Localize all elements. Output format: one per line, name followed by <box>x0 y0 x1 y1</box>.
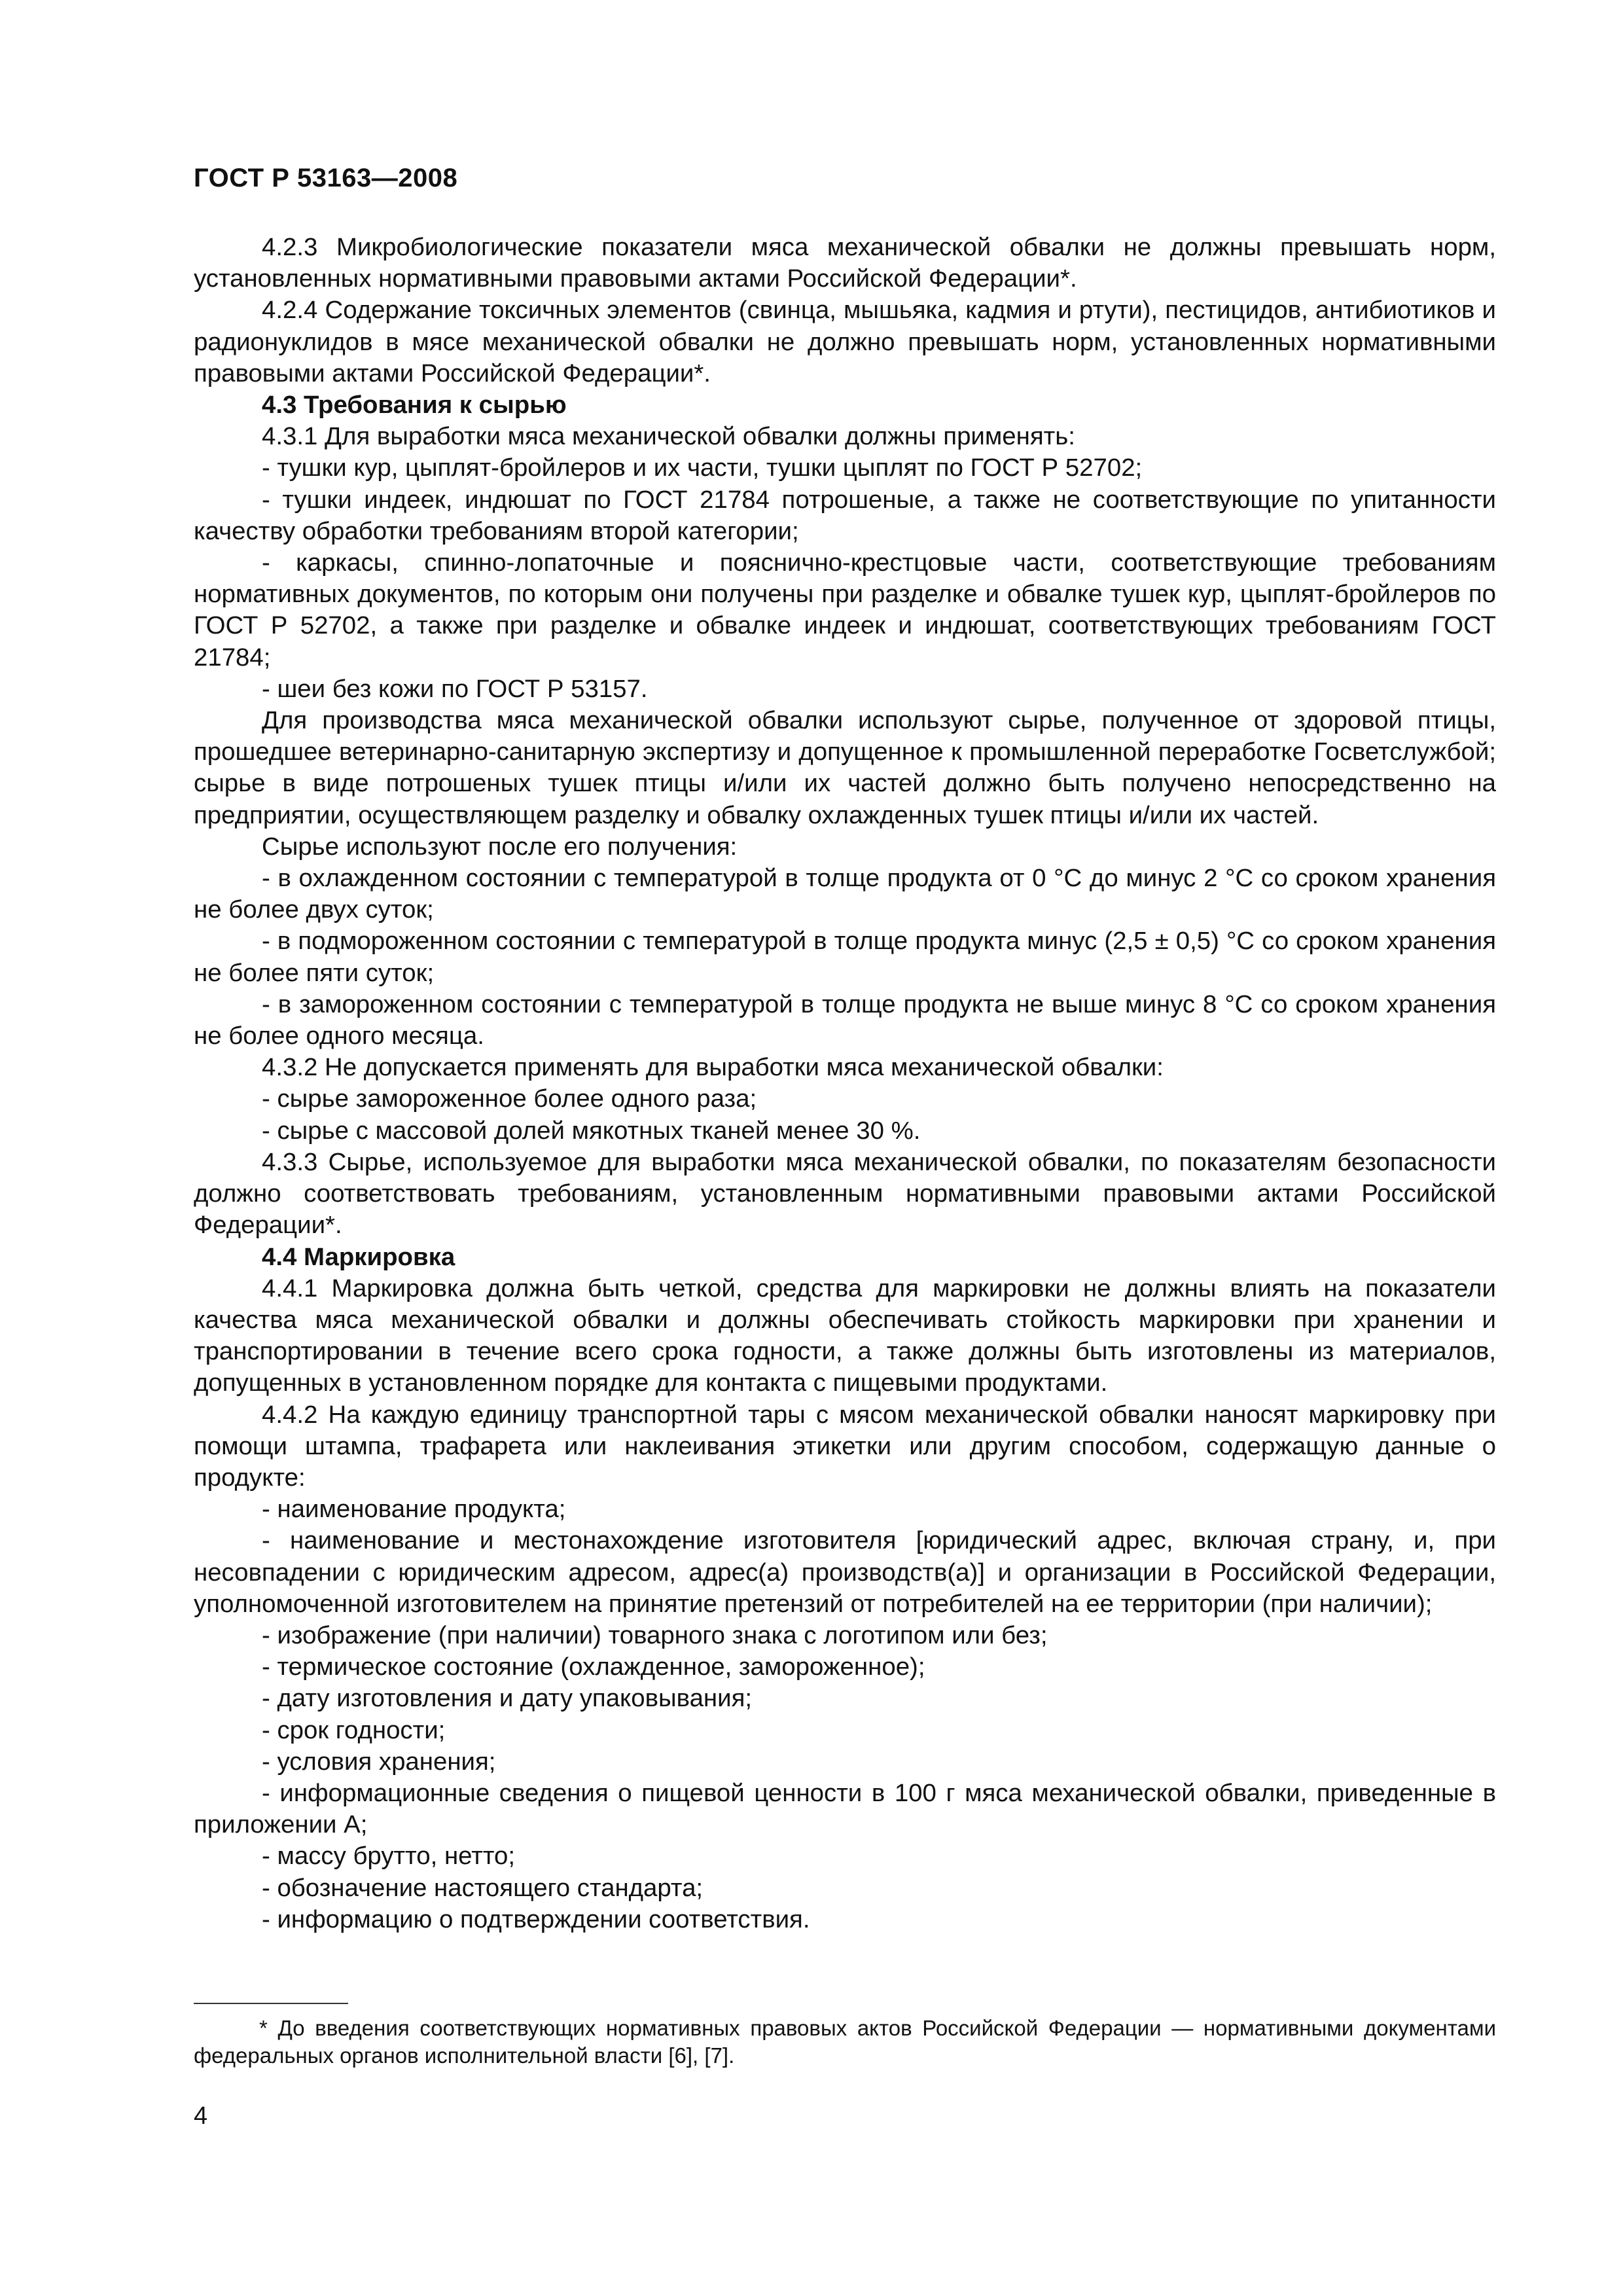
list-item: - сырье с массовой долей мякотных тканей менее 30 %. <box>262 1116 921 1145</box>
paragraph-raw-material: Для производства мяса механической обвалки используют сырье, полученное от здоровой птицы, прошедшее ветеринарно-санитарную экспертизу и допущенное к промышленной переработке Госветслужбой; сырье в виде потрошеных тушек птицы и/или их частей должно быть получено непосредственно на предприятии, осуществляющем разделку и обвалку охлажденных тушек птицы и/или их частей. <box>194 706 1496 829</box>
list-item: - термическое состояние (охлажденное, замороженное); <box>262 1653 925 1681</box>
footnote-text: * До введения соответствующих нормативных правовых актов Российской Федерации — нормативными документами федеральных органов исполнительной власти [6], [7]. <box>194 2016 1496 2068</box>
standard-designation: ГОСТ Р 53163—2008 <box>194 164 458 192</box>
document-body <box>194 232 1496 1935</box>
list-item: - срок годности; <box>262 1715 446 1744</box>
list-item: - информацию о подтверждении соответствия. <box>262 1905 810 1933</box>
list-item: - наименование и местонахождение изготовителя [юридический адрес, включая страну, и, при несовпадении с юридическим адресом, адрес(а) производств(а)] и организации в Российской Федерации, уполномоченной изготовителем на принятие претензий от потребителей на ее территории (при наличии); <box>194 1526 1496 1618</box>
paragraph-4-4-1: 4.4.1 Маркировка должна быть четкой, средства для маркировки не должны влиять на показатели качества мяса механической обвалки и должны обеспечивать стойкость маркировки при хранении и транспортировании в течение всего срока годности, а также должны быть изготовлены из материалов, допущенных в установленном порядке для контакта с пищевыми продуктами. <box>194 1274 1496 1397</box>
paragraph-raw-material-usage: Сырье используют после его получения: <box>262 832 738 861</box>
section-heading-4-3: 4.3 Требования к сырью <box>262 391 567 420</box>
list-item: - шеи без кожи по ГОСТ Р 53157. <box>262 674 648 703</box>
section-heading-4-4: 4.4 Маркировка <box>262 1242 455 1271</box>
list-item: - тушки кур, цыплят-бройлеров и их части, тушки цыплят по ГОСТ Р 52702; <box>262 454 1143 482</box>
footnote <box>194 2015 1496 2070</box>
list-item: - в охлажденном состоянии с температурой в толще продукта от 0 °С до минус 2 °С со сроком хранения не более двух суток; <box>194 864 1496 924</box>
list-item: - информационные сведения о пищевой ценности в 100 г мяса механической обвалки, приведенные в приложении А; <box>194 1778 1496 1839</box>
list-item: - условия хранения; <box>262 1747 496 1776</box>
paragraph-4-4-2: 4.4.2 На каждую единицу транспортной тары с мясом механической обвалки наносят маркировку при помощи штампа, трафарета или наклеивания этикетки или другим способом, содержащую данные о продукте: <box>194 1400 1496 1492</box>
list-item: - каркасы, спинно-лопаточные и пояснично-крестцовые части, соответствующие требованиям нормативных документов, по которым они получены при разделке и обвалке тушек кур, цыплят-бройлеров по ГОСТ Р 52702, а также при разделке и обвалке индеек и индюшат, соответствующих требованиям ГОСТ 21784; <box>194 548 1496 672</box>
list-item: - в подмороженном состоянии с температурой в толще продукта минус (2,5 ± 0,5) °С со сроком хранения не более пяти суток; <box>194 927 1496 987</box>
list-item: - в замороженном состоянии с температурой в толще продукта не выше минус 8 °С со сроком хранения не более одного месяца. <box>194 990 1496 1050</box>
page-number: 4 <box>194 2102 208 2130</box>
paragraph-4-3-1: 4.3.1 Для выработки мяса механической обвалки должны применять: <box>262 422 1075 451</box>
list-item: - дату изготовления и дату упаковывания; <box>262 1684 753 1713</box>
paragraph-4-2-3: 4.2.3 Микробиологические показатели мяса механической обвалки не должны превышать норм, установленных нормативными правовыми актами Российской Федерации*. <box>194 233 1496 293</box>
list-item: - обозначение настоящего стандарта; <box>262 1873 704 1902</box>
list-item: - сырье замороженное более одного раза; <box>262 1085 757 1113</box>
paragraph-4-3-2: 4.3.2 Не допускается применять для выработки мяса механической обвалки: <box>262 1053 1164 1082</box>
list-item: - наименование продукта; <box>262 1495 566 1524</box>
list-item: - массу брутто, нетто; <box>262 1842 515 1871</box>
footnote-divider <box>194 2003 348 2004</box>
paragraph-4-2-4: 4.2.4 Содержание токсичных элементов (свинца, мышьяка, кадмия и ртути), пестицидов, антибиотиков и радионуклидов в мясе механической обвалки не должно превышать норм, установленных нормативными правовыми актами Российской Федерации*. <box>194 296 1496 387</box>
list-item: - изображение (при наличии) товарного знака с логотипом или без; <box>262 1621 1048 1649</box>
list-item: - тушки индеек, индюшат по ГОСТ 21784 потрошеные, а также не соответствующие по упитанности качеству обработки требованиям второй категории; <box>194 485 1496 545</box>
paragraph-4-3-3: 4.3.3 Сырье, используемое для выработки мяса механической обвалки, по показателям безопасности должно соответствовать требованиям, установленным нормативными правовыми актами Российской Федерации*. <box>194 1147 1496 1240</box>
